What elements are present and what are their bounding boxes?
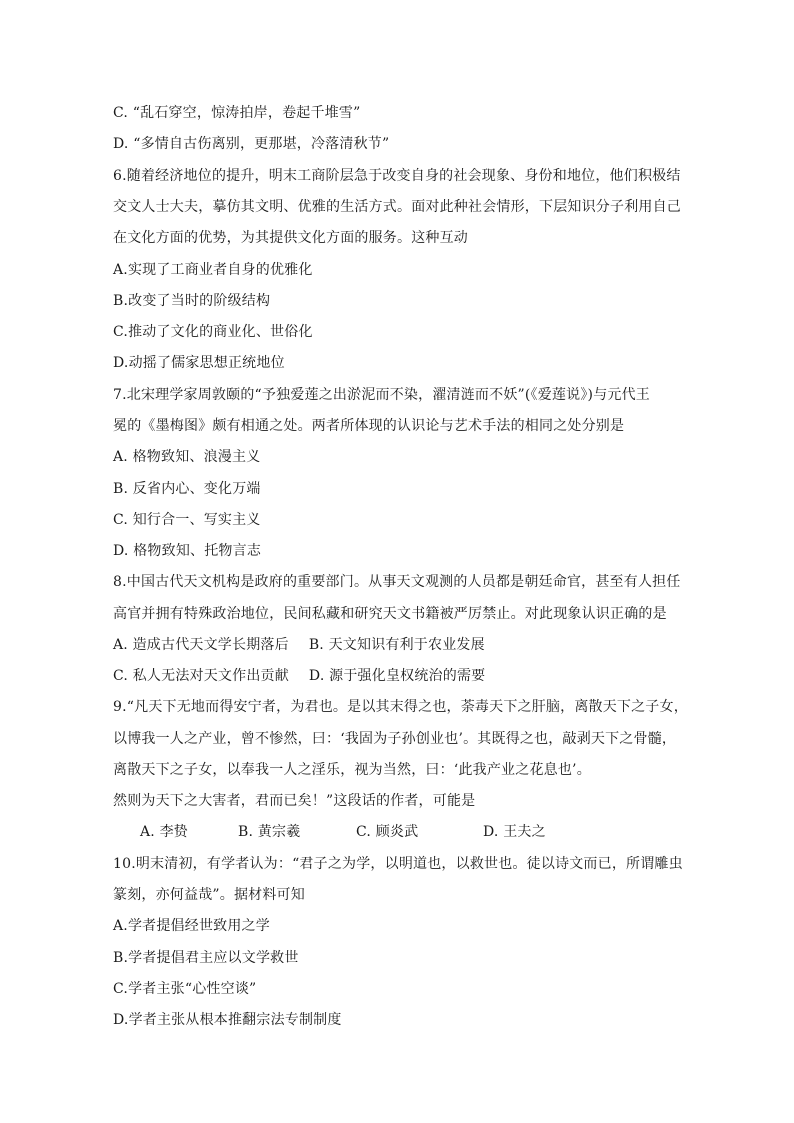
q8-options-row-2 xyxy=(113,666,485,686)
q8-option-c: C. 私人无法对天文作出贡献 xyxy=(113,668,289,684)
q10-stem-line-1: 10.明末清初，有学者认为：“君子之为学，以明道也，以救世也。徒以诗文而已，所谓雕虫 xyxy=(113,856,683,872)
q9-stem-line-4: 然则为天下之大害者，君而已矣！”这段话的作者，可能是 xyxy=(113,793,476,809)
q9-stem-line-1: 9.“凡天下无地而得安宁者，为君也。是以其末得之也，荼毒天下之肝脑，离散天下之子女， xyxy=(113,699,688,715)
q6-stem-line-3: 在文化方面的优势，为其提供文化方面的服务。这种互动 xyxy=(113,230,468,246)
q10-stem-line-2: 篆刻，亦何益哉”。据材料可知 xyxy=(113,887,305,903)
q6-stem-line-1: 6.随着经济地位的提升，明末工商阶层急于改变自身的社会现象、身份和地位，他们积极结 xyxy=(113,168,681,184)
q6-option-d: D.动摇了儒家思想正统地位 xyxy=(113,355,285,371)
q6-option-a: A.实现了工商业者自身的优雅化 xyxy=(113,262,313,278)
q9-option-a: A. 李贽 xyxy=(140,824,189,840)
q5-option-c: C. “乱石穿空，惊涛拍岸，卷起千堆雪” xyxy=(113,105,361,121)
q9-stem-line-2: 以博我一人之产业，曾不惨然，曰：‘我固为子孙创业也’。其既得之也，敲剥天下之骨髓， xyxy=(113,731,677,747)
q5-option-d: D. “多情自古伤离别，更那堪，冷落清秋节” xyxy=(113,136,390,152)
q10-option-d: D.学者主张从根本推翻宗法专制制度 xyxy=(113,1012,342,1028)
q7-option-c: C. 知行合一、写实主义 xyxy=(113,512,261,528)
q7-stem-line-1: 7.北宋理学家周敦颐的“予独爱莲之出淤泥而不染，濯清涟而不妖”(《爱莲说》)与元代王 xyxy=(113,387,650,403)
q9-option-b: B. 黄宗羲 xyxy=(238,824,301,840)
q8-stem-line-2: 高官并拥有特殊政治地位，民间私藏和研究天文书籍被严厉禁止。对此现象认识正确的是 xyxy=(113,606,667,622)
q8-stem-line-1: 8.中国古代天文机构是政府的重要部门。从事天文观测的人员都是朝廷命官，甚至有人担任 xyxy=(113,574,681,590)
q7-option-b: B. 反省内心、变化万端 xyxy=(113,481,261,497)
q6-option-c: C.推动了文化的商业化、世俗化 xyxy=(113,324,313,340)
q6-stem-line-2: 交文人士大夫，摹仿其文明、优雅的生活方式。面对此种社会情形，下层知识分子利用自己 xyxy=(113,199,681,215)
q10-option-c: C.学者主张“心性空谈” xyxy=(113,981,257,997)
q9-stem-line-3: 离散天下之子女，以奉我一人之淫乐，视为当然，曰：‘此我产业之花息也’。 xyxy=(113,762,591,778)
q10-option-b: B.学者提倡君主应以文学救世 xyxy=(113,950,299,966)
q7-option-d: D. 格物致知、托物言志 xyxy=(113,543,262,559)
q7-stem-line-2: 冕的《墨梅图》颇有相通之处。两者所体现的认识论与艺术手法的相同之处分别是 xyxy=(113,418,625,434)
q8-option-d: D. 源于强化皇权统治的需要 xyxy=(308,668,486,684)
q7-option-a: A. 格物致知、浪漫主义 xyxy=(113,449,261,465)
q8-option-a: A. 造成古代天文学长期落后 xyxy=(113,637,289,653)
q6-option-b: B.改变了当时的阶级结构 xyxy=(113,293,271,309)
q8-options-row-1 xyxy=(113,635,485,655)
q8-option-b: B. 天文知识有利于农业发展 xyxy=(308,637,485,653)
q9-option-d: D. 王夫之 xyxy=(483,824,546,840)
q10-option-a: A.学者提倡经世致用之学 xyxy=(113,918,270,934)
q9-option-c: C. 顾炎武 xyxy=(356,824,419,840)
